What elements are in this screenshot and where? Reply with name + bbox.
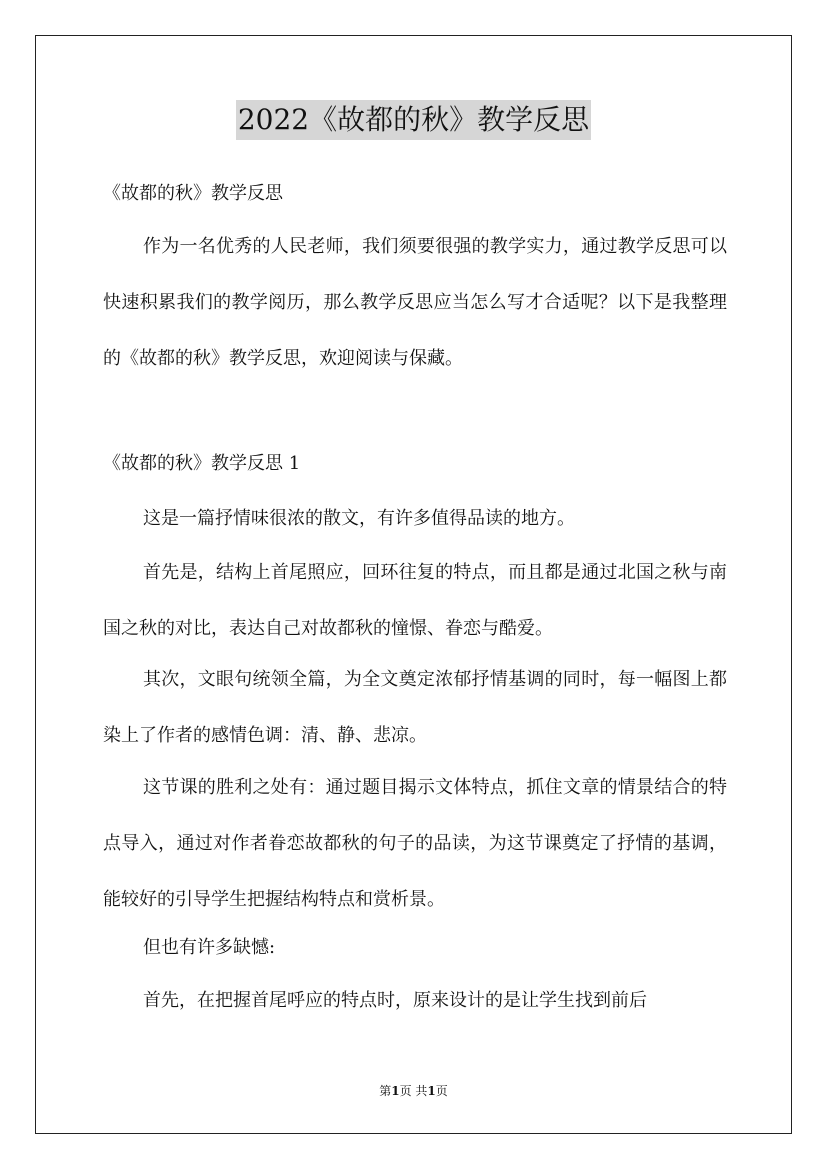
paragraph-2: 首先是，结构上首尾照应，回环往复的特点，而且都是通过北国之秋与南国之秋的对比，表达自己对故都秋的憧憬、眷恋与酷爱。: [103, 562, 727, 639]
footer-current-page: 1: [391, 1084, 400, 1098]
intro-heading: 《故都的秋》教学反思: [103, 183, 283, 204]
paragraph-5: 但也有许多缺憾:: [143, 937, 276, 958]
title-container: [0, 100, 827, 140]
footer-page-prefix: 第: [379, 1084, 392, 1098]
paragraph-4: 这节课的胜利之处有：通过题目揭示文体特点，抓住文章的情景结合的特点导入，通过对作者眷恋故都秋的句子的品读，为这节课奠定了抒情的基调，能较好的引导学生把握结构特点和赏析景。: [103, 777, 727, 910]
footer-page-suffix: 页: [435, 1084, 448, 1098]
paragraph-6: 首先，在把握首尾呼应的特点时，原来设计的是让学生找到前后: [143, 990, 647, 1011]
paragraph-3: 其次，文眼句统领全篇，为全文奠定浓郁抒情基调的同时，每一幅图上都染上了作者的感情色调：清、静、悲凉。: [103, 669, 727, 746]
footer-total-pages: 1: [427, 1084, 436, 1098]
section1-heading: 《故都的秋》教学反思 1: [103, 453, 301, 474]
paragraph-1: 这是一篇抒情味很浓的散文，有许多值得品读的地方。: [143, 508, 575, 529]
page-footer: [0, 1083, 827, 1099]
footer-page-mid: 页 共: [399, 1084, 428, 1098]
intro-paragraph: 作为一名优秀的人民老师，我们须要很强的教学实力，通过教学反思可以快速积累我们的教学阅历，那么教学反思应当怎么写才合适呢？以下是我整理的《故都的秋》教学反思，欢迎阅读与保藏。: [103, 236, 727, 369]
document-title: 2022《故都的秋》教学反思: [236, 100, 591, 140]
